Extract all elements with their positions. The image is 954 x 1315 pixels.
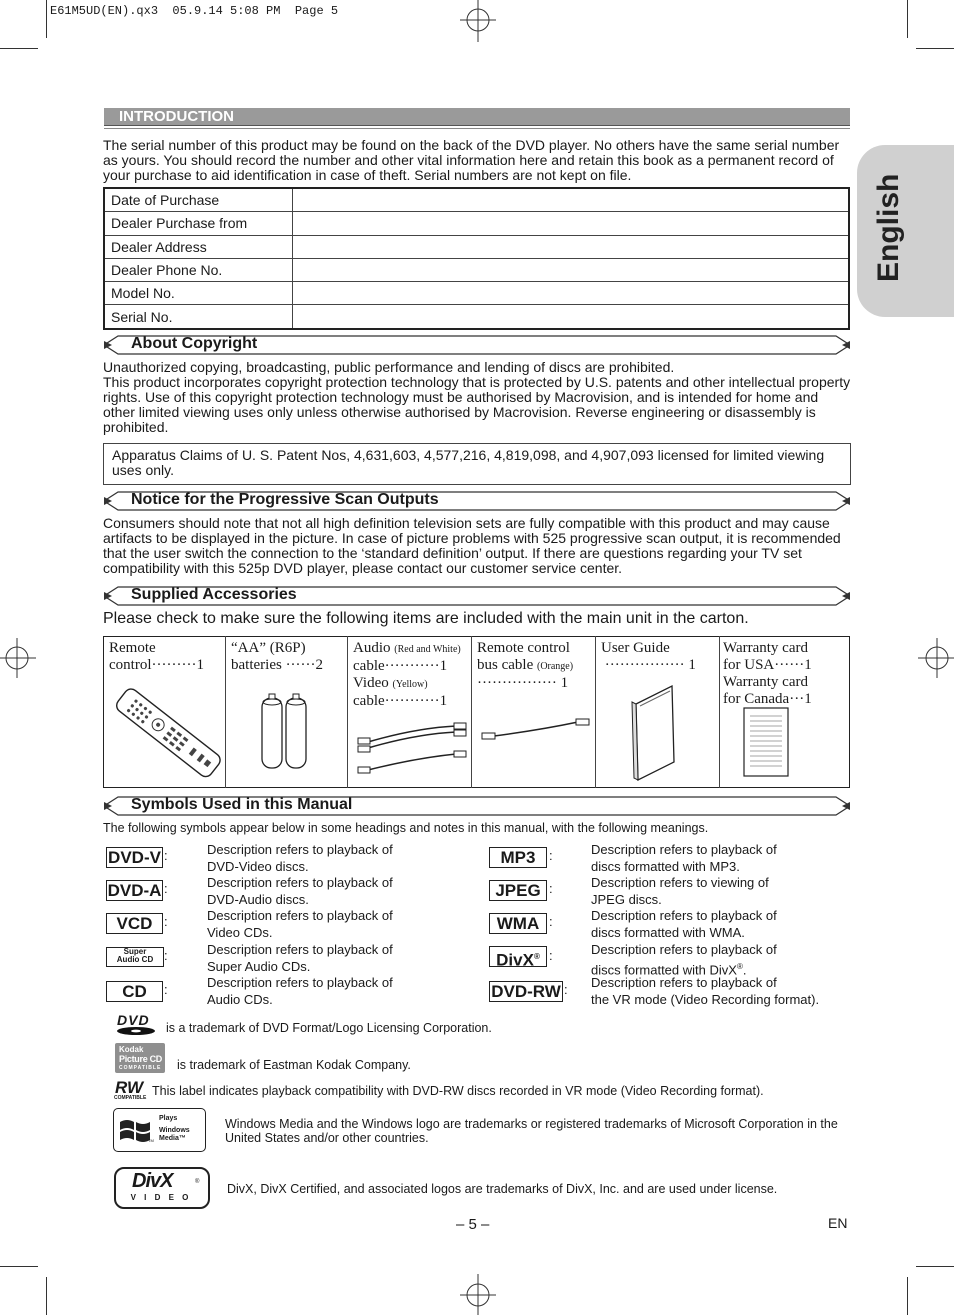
remote-label-2: control (109, 657, 152, 673)
dots: ················ (477, 675, 557, 691)
video-label-2: cable (353, 693, 385, 709)
symbol-colon: : (164, 914, 168, 929)
dvd-v-desc: Description refers to playback of DVD-Video discs. (207, 842, 393, 874)
guide-qty: 1 (688, 657, 696, 673)
table-row (104, 188, 849, 212)
av-label: Audio (353, 640, 391, 656)
warranty-label: Warranty card (723, 640, 808, 656)
dvd-rw-desc: Description refers to playback of the VR mode (Video Recording format). (591, 975, 820, 1007)
cd-badge: CD (106, 981, 163, 1002)
accessory-batteries (226, 636, 348, 788)
batteries-label-2: batteries (231, 657, 282, 673)
battery-icon (258, 692, 318, 772)
cd-desc: Description refers to playback of Audio CDs. (207, 975, 393, 1007)
warranty-label-2: Warranty card (723, 674, 808, 690)
dots: ··· (789, 691, 805, 707)
row-value (293, 212, 850, 235)
dots: ··········· (384, 693, 440, 709)
row-value (293, 305, 850, 329)
accessory-warranty (720, 636, 848, 788)
symbol-colon: : (549, 914, 553, 929)
sacd-badge-line1: Super (123, 947, 147, 956)
windows-media-logo-line2: Windows (159, 1127, 190, 1134)
dots: ··········· (384, 658, 440, 674)
remote-qty: 1 (196, 657, 204, 673)
bus-label: Remote control (477, 640, 570, 656)
warranty-canada-qty: 1 (804, 691, 812, 707)
dvd-trademark: is a trademark of DVD Format/Logo Licensing Corporation. (166, 1021, 492, 1035)
copyright-heading (104, 334, 849, 354)
sacd-badge-line2: Audio CD (116, 955, 154, 964)
registration-mark-left (0, 636, 40, 680)
registration-mark-bottom (456, 1272, 500, 1315)
dots: ················ (604, 657, 685, 673)
row-label: Dealer Purchase from (104, 212, 293, 235)
dots: ······ (774, 657, 805, 673)
accessories-heading (104, 585, 849, 605)
sacd-desc: Description refers to playback of Super Audio CDs. (207, 942, 393, 974)
bus-label-2: bus cable (477, 657, 534, 673)
rw-logo (114, 1078, 150, 1101)
rw-trademark: This label indicates playback compatibility with DVD-RW discs recorded in VR mode (Video Recording format). (152, 1084, 764, 1098)
row-label: Model No. (104, 282, 293, 305)
jpeg-badge: JPEG (489, 880, 547, 901)
row-label: Serial No. (104, 305, 293, 329)
divx-trademark: DivX, DivX Certified, and associated logos are trademarks of DivX, Inc. and are used under license. (227, 1182, 778, 1196)
progressive-heading (104, 490, 849, 510)
dvd-logo (115, 1014, 157, 1036)
symbols-title: Symbols Used in this Manual (131, 796, 353, 813)
registration-mark-top (456, 0, 500, 44)
kodak-logo-line1: Kodak (119, 1045, 144, 1054)
registration-mark-right (914, 636, 954, 680)
divx-video-logo (114, 1167, 210, 1209)
dvd-a-badge: DVD-A (107, 881, 162, 900)
bus-color-note: (Orange) (536, 661, 574, 672)
divx-logo-text: DivX (132, 1170, 173, 1192)
introduction-text: The serial number of this product may be found on the back of the DVD player. No others have the same serial number as yours. You should record the number and other vital information here and retain this book as a permanent record of your purchase to aid identification in case of theft. Serial numbers are not kept on file. (103, 137, 840, 183)
table-row (104, 212, 849, 235)
accessory-remote (104, 636, 226, 788)
accessories-title: Supplied Accessories (131, 586, 297, 603)
warranty-usa: for USA (723, 657, 775, 673)
bus-cable-icon (480, 712, 592, 746)
kodak-trademark: is trademark of Eastman Kodak Company. (177, 1058, 411, 1072)
warranty-canada: for Canada (723, 691, 790, 707)
dots: ······ (285, 657, 316, 673)
video-qty: 1 (439, 693, 448, 709)
purchase-record-table (103, 187, 850, 330)
video-color-note: (Yellow) (392, 679, 428, 690)
mp3-desc: Description refers to playback of discs formatted with MP3. (591, 842, 777, 874)
sacd-badge (106, 947, 164, 967)
patent-text: Apparatus Claims of U. S. Patent Nos, 4,631,603, 4,577,216, 4,819,098, and 4,907,093 licensed for limited viewing uses only. (112, 447, 825, 478)
copyright-p1: Unauthorized copying, broadcasting, public performance and lending of discs are prohibited. (103, 359, 675, 375)
divx-logo-reg: ® (195, 1179, 200, 1185)
introduction-title: INTRODUCTION (119, 108, 234, 125)
table-row (104, 235, 849, 258)
kodak-logo (115, 1043, 165, 1073)
accessory-bus-cable (472, 636, 596, 788)
vcd-badge: VCD (106, 913, 163, 934)
symbol-colon: : (549, 881, 553, 896)
symbol-colon: : (164, 881, 168, 896)
symbol-colon: : (549, 948, 553, 963)
table-row (104, 305, 849, 329)
batteries-label: “AA” (R6P) (231, 640, 306, 656)
row-value (293, 235, 850, 258)
kodak-logo-line3: COMPATIBLE (119, 1065, 162, 1071)
windows-trademark: Windows Media and the Windows logo are trademarks or registered trademarks of Microsoft Corporation in the United States and/or other countries. (225, 1117, 838, 1145)
patent-box (103, 443, 851, 485)
progressive-text: Consumers should note that not all high definition television sets are fully compatible with this product and may cause artifacts to be displayed in the picture. In case of picture problems with 525 progressive scan output, it is recommended that the user switch the connection to the ‘standard definition’ output. If there are questions regarding your TV set compatibility with this 525p DVD player, please contact our customer service center. (103, 515, 841, 576)
warranty-card-icon (742, 706, 792, 780)
accessories-intro: Please check to make sure the following items are included with the main unit in the carton. (103, 610, 749, 627)
windows-media-logo-line3: Media™ (159, 1135, 186, 1142)
dvd-logo-text: DVD (117, 1012, 150, 1028)
symbol-colon: : (164, 982, 168, 997)
symbol-colon: : (549, 848, 553, 863)
language-code: EN (828, 1215, 848, 1231)
rw-logo-text: RW (115, 1078, 144, 1097)
row-value (293, 188, 850, 212)
av-color-note: (Red and White) (394, 644, 461, 655)
wma-desc: Description refers to playback of discs formatted with WMA. (591, 908, 777, 940)
jpeg-desc: Description refers to viewing of JPEG discs. (591, 875, 769, 907)
batteries-qty: 2 (315, 657, 324, 673)
symbols-heading (104, 795, 849, 815)
rw-logo-sub: COMPATIBLE (114, 1095, 147, 1101)
accessory-av-cable (348, 636, 472, 788)
side-tab (857, 145, 954, 317)
dvd-rw-badge: DVD-RW (489, 981, 563, 1002)
row-value (293, 282, 850, 305)
bus-qty: 1 (560, 675, 569, 691)
introduction-bar (104, 108, 850, 126)
mp3-badge: MP3 (489, 847, 547, 868)
row-value (293, 258, 850, 281)
side-tab-label: English (872, 173, 905, 282)
divx-badge: DivX® (489, 946, 547, 967)
remote-label: Remote (109, 640, 156, 656)
copyright-p2: This product incorporates copyright protection technology that is protected by U.S. patents and other intellectual property rights. Use of this copyright protection technology must be authorised by Macrovision, and is intended for home and other limited viewing uses only unless otherwise authorised by Macrovision. Reverse engineering or disassembly is prohibited. (103, 374, 851, 435)
windows-media-logo (113, 1108, 206, 1152)
wma-badge: WMA (489, 913, 547, 934)
user-guide-icon (626, 682, 686, 784)
dvd-v-badge: DVD-V (106, 847, 163, 868)
progressive-title: Notice for the Progressive Scan Outputs (131, 491, 439, 508)
divx-desc: Description refers to playback of discs formatted with DivX®. (591, 942, 777, 977)
print-header: E61M5UD(EN).qx3 05.9.14 5:08 PM Page 5 (50, 4, 339, 18)
av-qty: 1 (439, 658, 448, 674)
page-number: – 5 – (456, 1216, 490, 1233)
row-label: Dealer Address (104, 235, 293, 258)
video-label: Video (353, 675, 389, 691)
symbol-colon: : (164, 948, 168, 963)
dvd-a-desc: Description refers to playback of DVD-Audio discs. (207, 875, 393, 907)
symbol-colon: : (164, 848, 168, 863)
av-label-2: cable (353, 658, 385, 674)
accessory-user-guide (596, 636, 720, 788)
divx-logo-video: V I D E O (130, 1193, 192, 1202)
symbols-intro: The following symbols appear below in some headings and notes in this manual, with the following meanings. (103, 821, 709, 835)
dots: ········· (151, 657, 197, 673)
remote-control-icon (114, 682, 224, 782)
kodak-logo-line2: Picture CD (119, 1054, 163, 1064)
copyright-title: About Copyright (131, 335, 258, 352)
row-label: Dealer Phone No. (104, 258, 293, 281)
windows-media-logo-tm: TM (148, 1138, 154, 1143)
symbol-colon: : (564, 982, 568, 997)
table-row (104, 258, 849, 281)
table-row (104, 282, 849, 305)
row-label: Date of Purchase (104, 188, 293, 212)
vcd-desc: Description refers to playback of Video CDs. (207, 908, 393, 940)
windows-media-logo-line1: Plays (159, 1115, 178, 1122)
warranty-usa-qty: 1 (804, 657, 812, 673)
av-cable-icon (356, 720, 468, 784)
guide-label: User Guide (601, 640, 670, 656)
